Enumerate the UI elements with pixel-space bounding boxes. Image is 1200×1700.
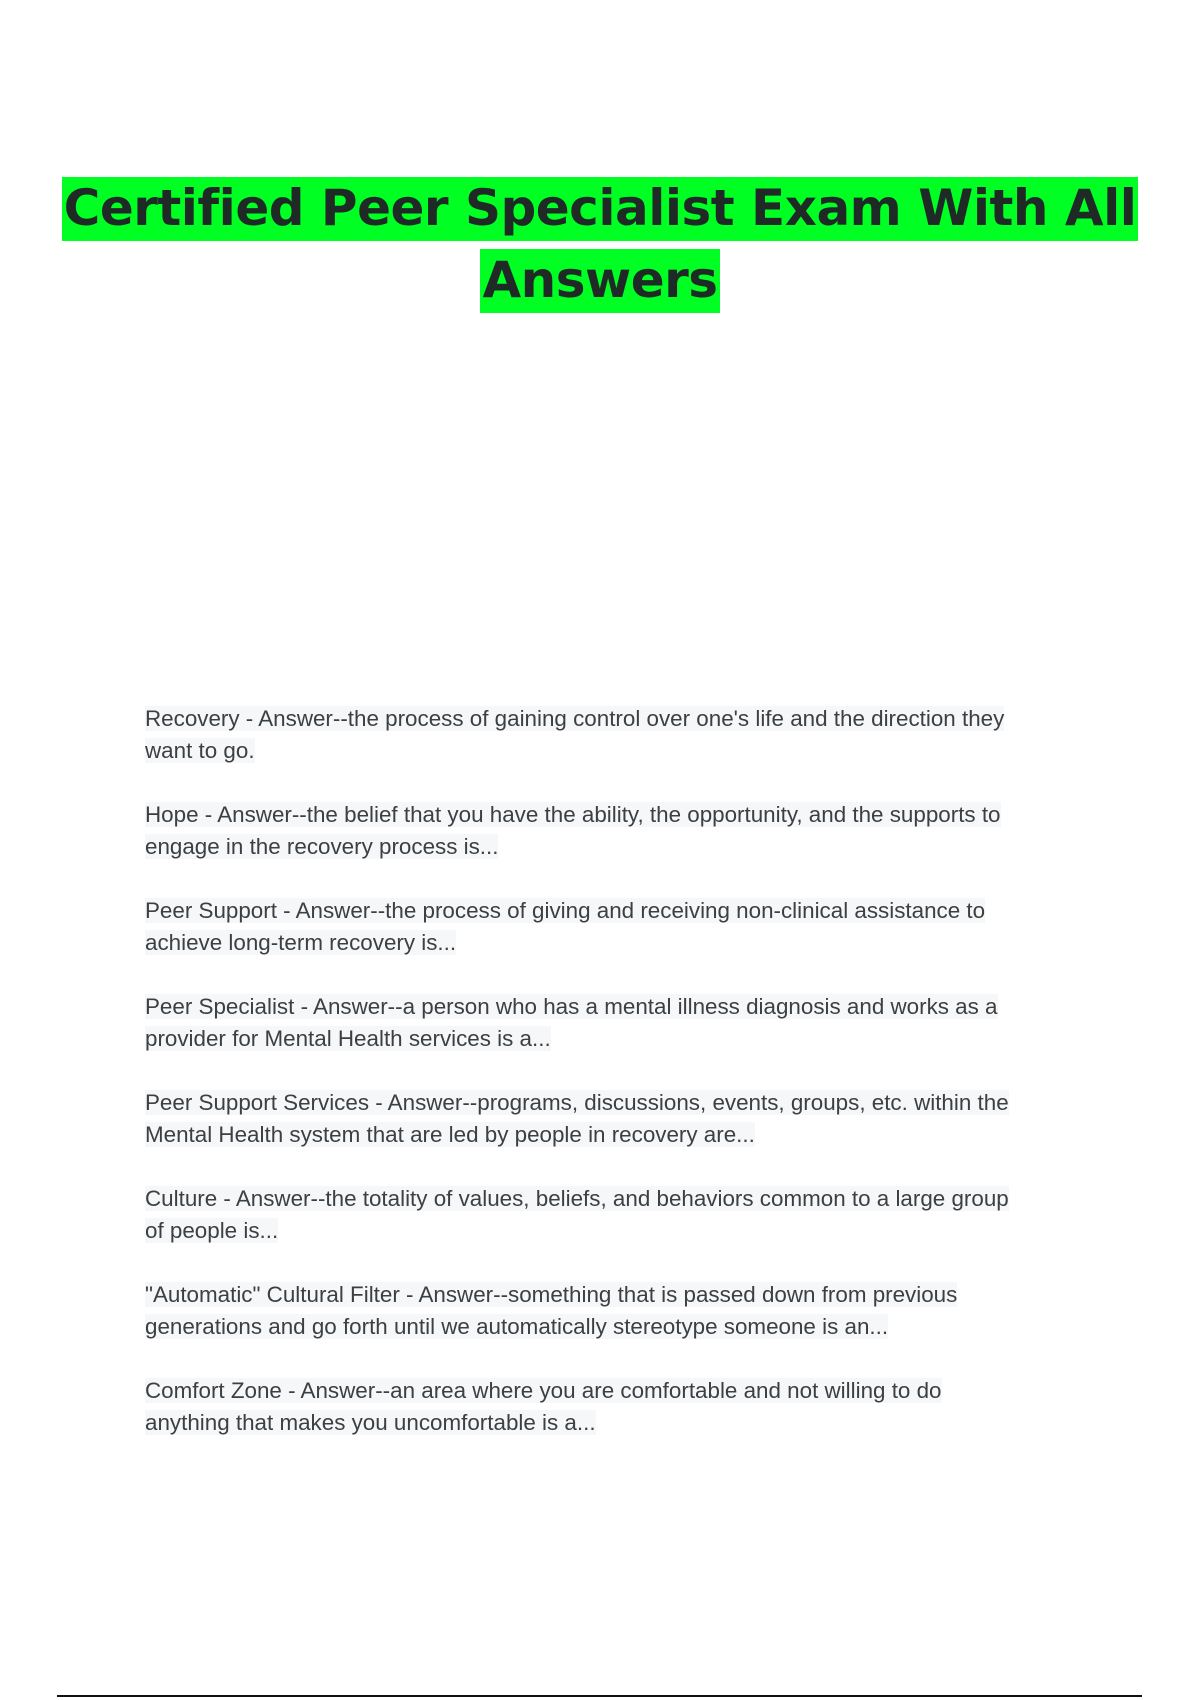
qa-entry-line: Culture - Answer--the totality of values, beliefs, and behaviors common to a large group xyxy=(145,1186,1009,1211)
qa-entry-comfort-zone xyxy=(145,1375,1090,1439)
qa-entry-line: of people is... xyxy=(145,1218,279,1243)
qa-entry-line: Peer Specialist - Answer--a person who has a mental illness diagnosis and works as a xyxy=(145,994,998,1019)
qa-entry-line: "Automatic" Cultural Filter - Answer--something that is passed down from previous xyxy=(145,1282,958,1307)
qa-entry-line: want to go. xyxy=(145,738,255,763)
qa-entry-line: achieve long-term recovery is... xyxy=(145,930,457,955)
qa-entry-line: Comfort Zone - Answer--an area where you are comfortable and not willing to do xyxy=(145,1378,942,1403)
qa-entry-line: generations and go forth until we automatically stereotype someone is an... xyxy=(145,1314,889,1339)
qa-entry-line: anything that makes you uncomfortable is a... xyxy=(145,1410,596,1435)
qa-entry-culture xyxy=(145,1183,1090,1247)
qa-entry-peer-support-services xyxy=(145,1087,1090,1151)
qa-entry-line: Hope - Answer--the belief that you have the ability, the opportunity, and the supports to xyxy=(145,802,1001,827)
qa-list xyxy=(145,703,1090,1471)
qa-entry-recovery xyxy=(145,703,1090,767)
footer-divider xyxy=(57,1695,1142,1697)
title-highlight-2: Answers xyxy=(480,249,719,313)
qa-entry-line: Peer Support - Answer--the process of giving and receiving non-clinical assistance to xyxy=(145,898,986,923)
qa-entry-cultural-filter xyxy=(145,1279,1090,1343)
qa-entry-line: Mental Health system that are led by people in recovery are... xyxy=(145,1122,755,1147)
qa-entry-line: Recovery - Answer--the process of gaining control over one's life and the direction they xyxy=(145,706,1005,731)
title-highlight-1: Certified Peer Specialist Exam With All xyxy=(62,177,1139,241)
qa-entry-peer-support xyxy=(145,895,1090,959)
qa-entry-line: engage in the recovery process is... xyxy=(145,834,499,859)
qa-entry-line: provider for Mental Health services is a... xyxy=(145,1026,551,1051)
qa-entry-hope xyxy=(145,799,1090,863)
qa-entry-peer-specialist xyxy=(145,991,1090,1055)
title-line-1 xyxy=(0,172,1200,244)
page-title xyxy=(0,172,1200,316)
title-line-2 xyxy=(0,244,1200,316)
qa-entry-line: Peer Support Services - Answer--programs, discussions, events, groups, etc. within the xyxy=(145,1090,1009,1115)
